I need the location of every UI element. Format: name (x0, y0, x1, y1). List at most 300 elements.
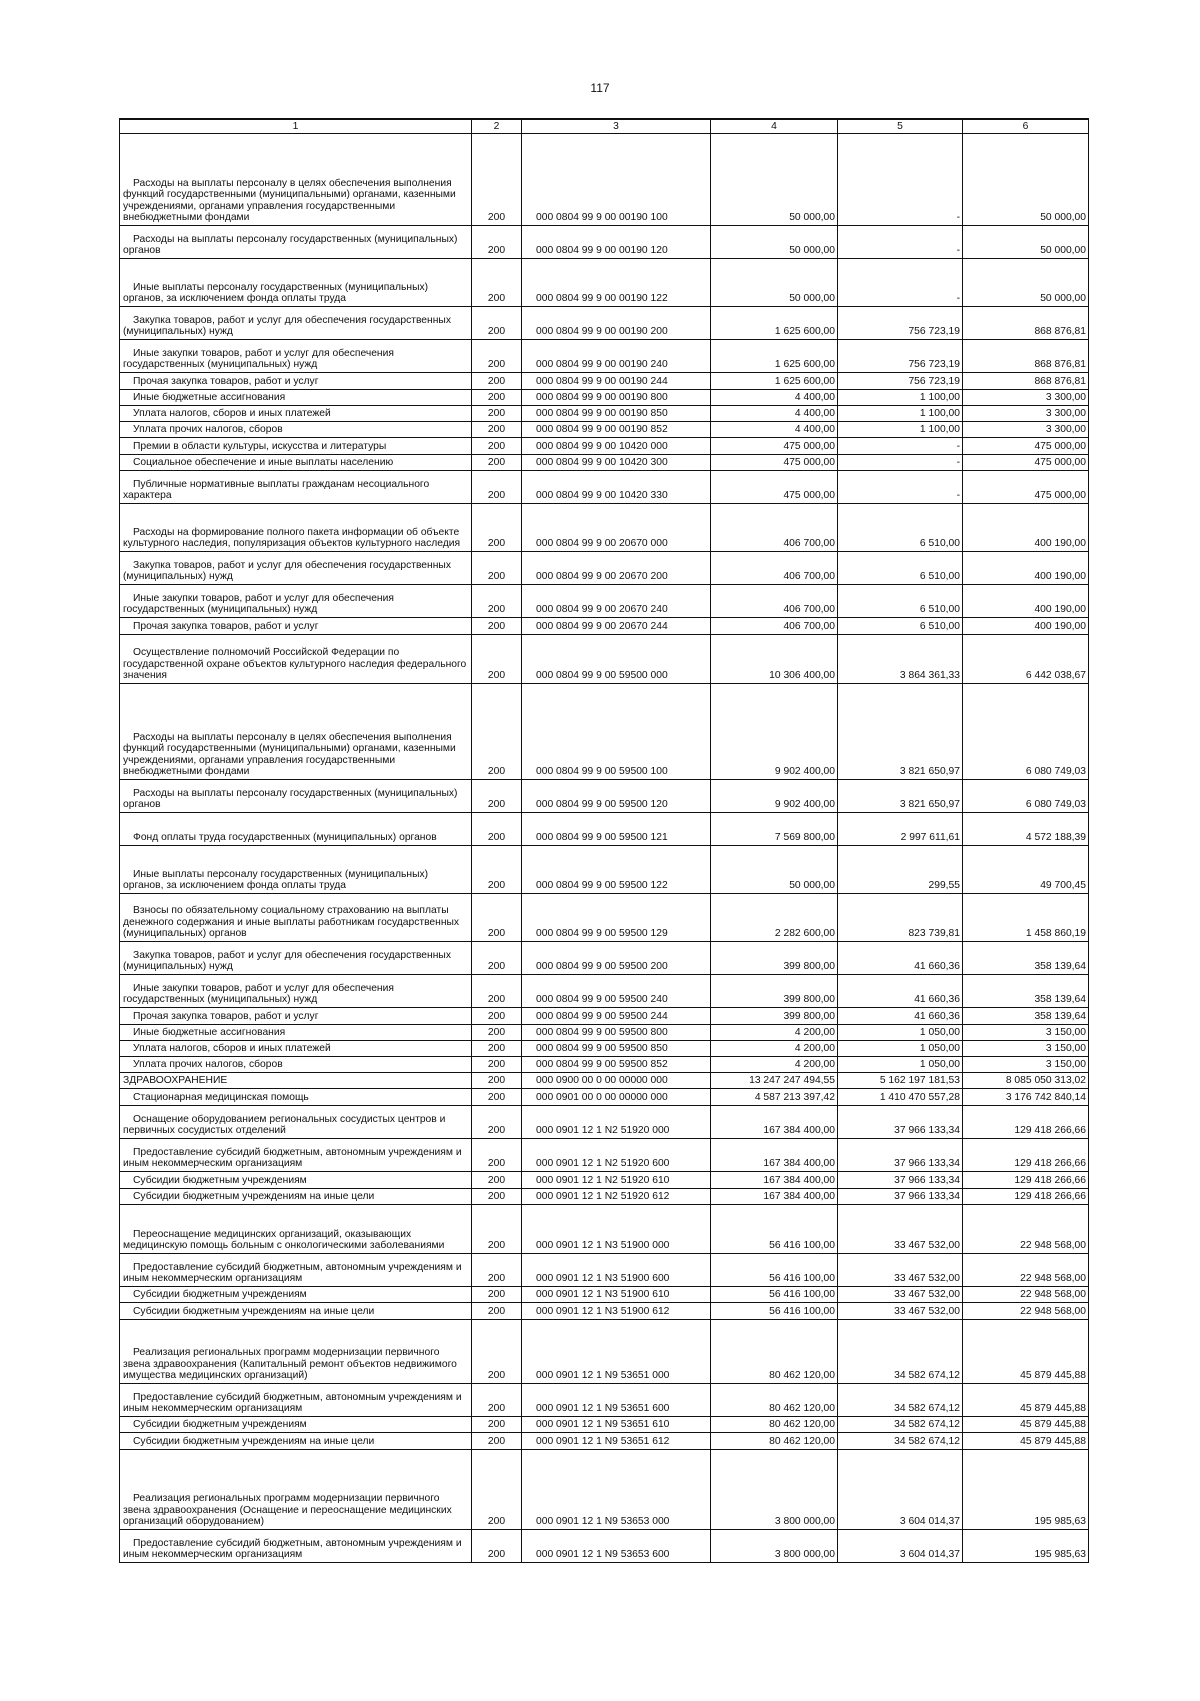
cell-column-6: 1 458 860,19 (963, 894, 1089, 942)
cell-column-6: 400 190,00 (963, 585, 1089, 618)
cell-column-4: 80 462 120,00 (711, 1384, 838, 1417)
cell-description: Субсидии бюджетным учреждениям на иные цели (120, 1189, 472, 1205)
cell-budget-code: 000 0804 99 9 00 59500 121 (522, 813, 711, 846)
cell-column-2: 200 (472, 1106, 522, 1139)
cell-column-4: 50 000,00 (711, 846, 838, 894)
cell-column-5: 33 467 532,00 (838, 1205, 963, 1254)
cell-column-6: 195 985,63 (963, 1530, 1089, 1563)
table-row (120, 1287, 1089, 1303)
cell-budget-code: 000 0804 99 9 00 20670 240 (522, 585, 711, 618)
cell-description: ЗДРАВООХРАНЕНИЕ (120, 1073, 472, 1089)
cell-budget-code: 000 0901 12 1 N3 51900 000 (522, 1205, 711, 1254)
cell-column-6: 129 418 266,66 (963, 1189, 1089, 1205)
cell-column-2: 200 (472, 585, 522, 618)
column-header-6: 6 (963, 119, 1089, 134)
cell-budget-code: 000 0804 99 9 00 10420 000 (522, 438, 711, 455)
cell-column-4: 3 800 000,00 (711, 1530, 838, 1563)
cell-column-4: 56 416 100,00 (711, 1287, 838, 1303)
cell-description: Расходы на выплаты персоналу в целях обеспечения выполнения функций государственными (муниципальными) органами, казенными учреждениями, органами управления государственными внебюджетными фондами (120, 134, 472, 226)
cell-column-6: 195 985,63 (963, 1450, 1089, 1530)
cell-column-5: 6 510,00 (838, 504, 963, 552)
cell-column-5: 1 100,00 (838, 422, 963, 438)
table-row (120, 1025, 1089, 1041)
cell-column-4: 50 000,00 (711, 134, 838, 226)
cell-column-6: 475 000,00 (963, 455, 1089, 471)
cell-column-5: 5 162 197 181,53 (838, 1073, 963, 1089)
cell-description: Фонд оплаты труда государственных (муниципальных) органов (120, 813, 472, 846)
cell-description: Закупка товаров, работ и услуг для обеспечения государственных (муниципальных) нужд (120, 942, 472, 975)
cell-column-6: 6 080 749,03 (963, 684, 1089, 780)
cell-budget-code: 000 0804 99 9 00 59500 120 (522, 780, 711, 813)
cell-column-6: 358 139,64 (963, 1008, 1089, 1025)
cell-column-6: 475 000,00 (963, 471, 1089, 504)
cell-column-5: 41 660,36 (838, 1008, 963, 1025)
cell-description: Социальное обеспечение и иные выплаты населению (120, 455, 472, 471)
table-row (120, 1205, 1089, 1254)
cell-column-5: 3 604 014,37 (838, 1450, 963, 1530)
cell-column-6: 358 139,64 (963, 975, 1089, 1008)
cell-budget-code: 000 0804 99 9 00 20670 000 (522, 504, 711, 552)
cell-budget-code: 000 0901 12 1 N9 53651 612 (522, 1433, 711, 1450)
table-row (120, 1041, 1089, 1057)
cell-column-5: - (838, 226, 963, 259)
column-header-3: 3 (522, 119, 711, 134)
cell-description: Уплата налогов, сборов и иных платежей (120, 1041, 472, 1057)
cell-column-2: 200 (472, 1384, 522, 1417)
table-row (120, 259, 1089, 307)
cell-column-5: - (838, 134, 963, 226)
table-row (120, 1057, 1089, 1073)
table-row (120, 1172, 1089, 1189)
table-row (120, 390, 1089, 406)
cell-column-5: 33 467 532,00 (838, 1303, 963, 1320)
cell-column-6: 3 150,00 (963, 1025, 1089, 1041)
cell-column-6: 45 879 445,88 (963, 1320, 1089, 1384)
cell-description: Субсидии бюджетным учреждениям (120, 1172, 472, 1189)
cell-column-4: 4 587 213 397,42 (711, 1089, 838, 1106)
cell-column-5: 37 966 133,34 (838, 1189, 963, 1205)
cell-column-4: 9 902 400,00 (711, 780, 838, 813)
cell-budget-code: 000 0901 12 1 N3 51900 610 (522, 1287, 711, 1303)
cell-column-6: 4 572 188,39 (963, 813, 1089, 846)
cell-column-6: 3 176 742 840,14 (963, 1089, 1089, 1106)
cell-column-5: 34 582 674,12 (838, 1384, 963, 1417)
cell-column-4: 56 416 100,00 (711, 1205, 838, 1254)
cell-column-6: 50 000,00 (963, 226, 1089, 259)
cell-budget-code: 000 0804 99 9 00 00190 852 (522, 422, 711, 438)
table-row (120, 552, 1089, 585)
cell-column-4: 80 462 120,00 (711, 1433, 838, 1450)
table-row (120, 1303, 1089, 1320)
cell-column-5: 37 966 133,34 (838, 1139, 963, 1172)
table-row (120, 894, 1089, 942)
cell-column-4: 4 400,00 (711, 390, 838, 406)
cell-budget-code: 000 0804 99 9 00 59500 122 (522, 846, 711, 894)
cell-column-5: 34 582 674,12 (838, 1417, 963, 1433)
cell-column-2: 200 (472, 307, 522, 340)
table-row (120, 471, 1089, 504)
cell-description: Предоставление субсидий бюджетным, автономным учреждениям и иным некоммерческим организациям (120, 1254, 472, 1287)
table-row (120, 422, 1089, 438)
cell-column-6: 3 300,00 (963, 422, 1089, 438)
cell-column-6: 868 876,81 (963, 373, 1089, 390)
cell-column-4: 167 384 400,00 (711, 1139, 838, 1172)
cell-column-4: 4 400,00 (711, 422, 838, 438)
cell-column-6: 3 150,00 (963, 1041, 1089, 1057)
cell-description: Расходы на выплаты персоналу государственных (муниципальных) органов (120, 780, 472, 813)
table-header (120, 119, 1089, 134)
cell-description: Прочая закупка товаров, работ и услуг (120, 1008, 472, 1025)
cell-description: Взносы по обязательному социальному страхованию на выплаты денежного содержания и иные выплаты работникам государственных (муниципальных) органов (120, 894, 472, 942)
table-row (120, 813, 1089, 846)
cell-column-6: 3 150,00 (963, 1057, 1089, 1073)
cell-column-4: 1 625 600,00 (711, 307, 838, 340)
cell-budget-code: 000 0901 12 1 N2 51920 000 (522, 1106, 711, 1139)
table-row (120, 1189, 1089, 1205)
cell-description: Иные бюджетные ассигнования (120, 1025, 472, 1041)
cell-description: Уплата прочих налогов, сборов (120, 1057, 472, 1073)
cell-column-2: 200 (472, 1189, 522, 1205)
cell-column-4: 406 700,00 (711, 585, 838, 618)
cell-budget-code: 000 0804 99 9 00 00190 850 (522, 406, 711, 422)
cell-column-5: 33 467 532,00 (838, 1287, 963, 1303)
table-row (120, 942, 1089, 975)
cell-column-6: 45 879 445,88 (963, 1433, 1089, 1450)
header-row (120, 119, 1089, 134)
cell-budget-code: 000 0901 12 1 N2 51920 612 (522, 1189, 711, 1205)
table-row (120, 1530, 1089, 1563)
page-number: 117 (590, 81, 610, 95)
cell-column-4: 4 200,00 (711, 1025, 838, 1041)
cell-column-2: 200 (472, 1041, 522, 1057)
cell-column-5: 1 410 470 557,28 (838, 1089, 963, 1106)
cell-column-4: 4 400,00 (711, 406, 838, 422)
cell-column-4: 475 000,00 (711, 438, 838, 455)
cell-column-4: 7 569 800,00 (711, 813, 838, 846)
cell-budget-code: 000 0901 12 1 N3 51900 600 (522, 1254, 711, 1287)
cell-column-4: 56 416 100,00 (711, 1303, 838, 1320)
cell-column-6: 3 300,00 (963, 406, 1089, 422)
cell-column-4: 399 800,00 (711, 1008, 838, 1025)
cell-column-6: 6 442 038,67 (963, 635, 1089, 684)
cell-column-6: 868 876,81 (963, 307, 1089, 340)
cell-column-5: 756 723,19 (838, 307, 963, 340)
cell-description: Реализация региональных программ модернизации первичного звена здравоохранения (Оснащение и переоснащение медицинских организаций оборудованием) (120, 1450, 472, 1530)
cell-column-5: 2 997 611,61 (838, 813, 963, 846)
cell-column-6: 22 948 568,00 (963, 1254, 1089, 1287)
table-row (120, 307, 1089, 340)
cell-description: Расходы на выплаты персоналу в целях обеспечения выполнения функций государственными (муниципальными) органами, казенными учреждениями, органами управления государственными внебюджетными фондами (120, 684, 472, 780)
cell-column-6: 400 190,00 (963, 504, 1089, 552)
cell-column-2: 200 (472, 1417, 522, 1433)
cell-column-2: 200 (472, 1433, 522, 1450)
cell-budget-code: 000 0901 12 1 N9 53651 000 (522, 1320, 711, 1384)
cell-column-4: 167 384 400,00 (711, 1172, 838, 1189)
table-row (120, 1433, 1089, 1450)
cell-description: Иные выплаты персоналу государственных (муниципальных) органов, за исключением фонда оплаты труда (120, 846, 472, 894)
cell-column-6: 22 948 568,00 (963, 1205, 1089, 1254)
cell-column-2: 200 (472, 1008, 522, 1025)
cell-column-5: 756 723,19 (838, 373, 963, 390)
cell-budget-code: 000 0804 99 9 00 59500 200 (522, 942, 711, 975)
cell-column-6: 129 418 266,66 (963, 1139, 1089, 1172)
cell-column-2: 200 (472, 1530, 522, 1563)
cell-description: Уплата прочих налогов, сборов (120, 422, 472, 438)
cell-budget-code: 000 0804 99 9 00 59500 244 (522, 1008, 711, 1025)
cell-column-4: 50 000,00 (711, 259, 838, 307)
cell-column-4: 4 200,00 (711, 1041, 838, 1057)
cell-description: Осуществление полномочий Российской Федерации по государственной охране объектов культурного наследия федерального значения (120, 635, 472, 684)
table-row (120, 1073, 1089, 1089)
cell-column-4: 406 700,00 (711, 618, 838, 635)
cell-column-4: 13 247 247 494,55 (711, 1073, 838, 1089)
cell-budget-code: 000 0804 99 9 00 59500 852 (522, 1057, 711, 1073)
cell-description: Иные бюджетные ассигнования (120, 390, 472, 406)
cell-budget-code: 000 0804 99 9 00 00190 244 (522, 373, 711, 390)
cell-column-5: 1 100,00 (838, 406, 963, 422)
cell-budget-code: 000 0804 99 9 00 59500 850 (522, 1041, 711, 1057)
cell-column-6: 6 080 749,03 (963, 780, 1089, 813)
cell-column-2: 200 (472, 684, 522, 780)
cell-column-4: 3 800 000,00 (711, 1450, 838, 1530)
cell-column-6: 3 300,00 (963, 390, 1089, 406)
cell-column-4: 4 200,00 (711, 1057, 838, 1073)
cell-column-4: 1 625 600,00 (711, 340, 838, 373)
cell-column-2: 200 (472, 1025, 522, 1041)
cell-budget-code: 000 0804 99 9 00 00190 200 (522, 307, 711, 340)
cell-column-4: 399 800,00 (711, 942, 838, 975)
cell-description: Предоставление субсидий бюджетным, автономным учреждениям и иным некоммерческим организациям (120, 1530, 472, 1563)
cell-column-4: 406 700,00 (711, 504, 838, 552)
column-header-2: 2 (472, 119, 522, 134)
cell-description: Иные закупки товаров, работ и услуг для обеспечения государственных (муниципальных) нужд (120, 585, 472, 618)
cell-column-5: - (838, 455, 963, 471)
cell-budget-code: 000 0804 99 9 00 00190 122 (522, 259, 711, 307)
table-row (120, 975, 1089, 1008)
cell-description: Расходы на формирование полного пакета информации об объекте культурного наследия, популяризация объектов культурного наследия (120, 504, 472, 552)
table-row (120, 438, 1089, 455)
cell-column-5: 3 821 650,97 (838, 684, 963, 780)
cell-column-2: 200 (472, 846, 522, 894)
cell-budget-code: 000 0804 99 9 00 00190 120 (522, 226, 711, 259)
cell-column-4: 56 416 100,00 (711, 1254, 838, 1287)
cell-column-2: 200 (472, 1073, 522, 1089)
cell-description: Реализация региональных программ модернизации первичного звена здравоохранения (Капитальный ремонт объектов недвижимого имущества медицинских организаций) (120, 1320, 472, 1384)
cell-column-6: 868 876,81 (963, 340, 1089, 373)
cell-column-2: 200 (472, 406, 522, 422)
table-row (120, 1008, 1089, 1025)
cell-budget-code: 000 0901 12 1 N2 51920 610 (522, 1172, 711, 1189)
table-body (120, 134, 1089, 1563)
cell-column-2: 200 (472, 618, 522, 635)
cell-column-5: 37 966 133,34 (838, 1106, 963, 1139)
cell-column-5: 41 660,36 (838, 975, 963, 1008)
cell-budget-code: 000 0804 99 9 00 59500 240 (522, 975, 711, 1008)
cell-budget-code: 000 0901 12 1 N2 51920 600 (522, 1139, 711, 1172)
cell-column-2: 200 (472, 373, 522, 390)
cell-column-2: 200 (472, 1320, 522, 1384)
cell-description: Иные закупки товаров, работ и услуг для обеспечения государственных (муниципальных) нужд (120, 340, 472, 373)
column-header-4: 4 (711, 119, 838, 134)
cell-column-6: 22 948 568,00 (963, 1303, 1089, 1320)
cell-budget-code: 000 0901 12 1 N9 53653 600 (522, 1530, 711, 1563)
cell-description: Стационарная медицинская помощь (120, 1089, 472, 1106)
cell-description: Переоснащение медицинских организаций, оказывающих медицинскую помощь больным с онкологическими заболеваниями (120, 1205, 472, 1254)
cell-budget-code: 000 0804 99 9 00 10420 300 (522, 455, 711, 471)
cell-column-4: 399 800,00 (711, 975, 838, 1008)
cell-column-5: 34 582 674,12 (838, 1320, 963, 1384)
cell-column-5: 41 660,36 (838, 942, 963, 975)
table-row (120, 618, 1089, 635)
cell-description: Оснащение оборудованием региональных сосудистых центров и первичных сосудистых отделений (120, 1106, 472, 1139)
cell-column-4: 406 700,00 (711, 552, 838, 585)
cell-column-6: 8 085 050 313,02 (963, 1073, 1089, 1089)
cell-column-4: 50 000,00 (711, 226, 838, 259)
cell-description: Закупка товаров, работ и услуг для обеспечения государственных (муниципальных) нужд (120, 552, 472, 585)
cell-column-6: 49 700,45 (963, 846, 1089, 894)
table-row (120, 585, 1089, 618)
cell-column-2: 200 (472, 1205, 522, 1254)
cell-budget-code: 000 0901 12 1 N9 53651 610 (522, 1417, 711, 1433)
cell-column-5: 823 739,81 (838, 894, 963, 942)
cell-column-5: 6 510,00 (838, 552, 963, 585)
cell-column-5: 3 604 014,37 (838, 1530, 963, 1563)
cell-description: Иные закупки товаров, работ и услуг для обеспечения государственных (муниципальных) нужд (120, 975, 472, 1008)
cell-description: Субсидии бюджетным учреждениям на иные цели (120, 1303, 472, 1320)
cell-budget-code: 000 0804 99 9 00 00190 800 (522, 390, 711, 406)
cell-column-2: 200 (472, 1057, 522, 1073)
cell-column-2: 200 (472, 1450, 522, 1530)
cell-description: Публичные нормативные выплаты гражданам несоциального характера (120, 471, 472, 504)
cell-description: Уплата налогов, сборов и иных платежей (120, 406, 472, 422)
column-header-1: 1 (120, 119, 472, 134)
cell-column-2: 200 (472, 1089, 522, 1106)
cell-column-5: 1 050,00 (838, 1025, 963, 1041)
table-row (120, 1139, 1089, 1172)
cell-column-2: 200 (472, 1287, 522, 1303)
cell-budget-code: 000 0901 12 1 N3 51900 612 (522, 1303, 711, 1320)
cell-column-4: 475 000,00 (711, 455, 838, 471)
cell-column-2: 200 (472, 422, 522, 438)
table-row (120, 1089, 1089, 1106)
cell-column-6: 129 418 266,66 (963, 1106, 1089, 1139)
cell-column-2: 200 (472, 438, 522, 455)
cell-budget-code: 000 0901 00 0 00 00000 000 (522, 1089, 711, 1106)
column-header-5: 5 (838, 119, 963, 134)
cell-budget-code: 000 0804 99 9 00 59500 100 (522, 684, 711, 780)
cell-budget-code: 000 0901 12 1 N9 53651 600 (522, 1384, 711, 1417)
cell-column-2: 200 (472, 471, 522, 504)
table-row (120, 846, 1089, 894)
cell-column-5: 33 467 532,00 (838, 1254, 963, 1287)
cell-column-6: 22 948 568,00 (963, 1287, 1089, 1303)
table-row (120, 373, 1089, 390)
cell-column-2: 200 (472, 635, 522, 684)
table-row (120, 340, 1089, 373)
cell-description: Субсидии бюджетным учреждениям (120, 1417, 472, 1433)
cell-column-4: 80 462 120,00 (711, 1417, 838, 1433)
cell-description: Расходы на выплаты персоналу государственных (муниципальных) органов (120, 226, 472, 259)
cell-column-6: 400 190,00 (963, 618, 1089, 635)
cell-description: Предоставление субсидий бюджетным, автономным учреждениям и иным некоммерческим организациям (120, 1384, 472, 1417)
table-row (120, 1320, 1089, 1384)
cell-column-5: 299,55 (838, 846, 963, 894)
cell-budget-code: 000 0804 99 9 00 20670 200 (522, 552, 711, 585)
cell-column-5: 1 050,00 (838, 1057, 963, 1073)
cell-column-5: 6 510,00 (838, 618, 963, 635)
cell-column-2: 200 (472, 1172, 522, 1189)
cell-column-2: 200 (472, 226, 522, 259)
cell-column-2: 200 (472, 1303, 522, 1320)
cell-column-5: 6 510,00 (838, 585, 963, 618)
table-row (120, 134, 1089, 226)
cell-column-6: 475 000,00 (963, 438, 1089, 455)
cell-budget-code: 000 0900 00 0 00 00000 000 (522, 1073, 711, 1089)
cell-column-4: 2 282 600,00 (711, 894, 838, 942)
cell-budget-code: 000 0901 12 1 N9 53653 000 (522, 1450, 711, 1530)
table-row (120, 1417, 1089, 1433)
cell-column-4: 80 462 120,00 (711, 1320, 838, 1384)
cell-column-6: 129 418 266,66 (963, 1172, 1089, 1189)
table-row (120, 406, 1089, 422)
cell-column-5: 756 723,19 (838, 340, 963, 373)
table-row (120, 1254, 1089, 1287)
cell-column-4: 475 000,00 (711, 471, 838, 504)
table-row (120, 1106, 1089, 1139)
cell-description: Прочая закупка товаров, работ и услуг (120, 618, 472, 635)
cell-column-2: 200 (472, 975, 522, 1008)
cell-budget-code: 000 0804 99 9 00 10420 330 (522, 471, 711, 504)
cell-column-4: 9 902 400,00 (711, 684, 838, 780)
cell-description: Субсидии бюджетным учреждениям (120, 1287, 472, 1303)
table-row (120, 684, 1089, 780)
cell-column-5: 3 821 650,97 (838, 780, 963, 813)
cell-column-5: 34 582 674,12 (838, 1433, 963, 1450)
table-row (120, 1450, 1089, 1530)
cell-description: Прочая закупка товаров, работ и услуг (120, 373, 472, 390)
cell-description: Закупка товаров, работ и услуг для обеспечения государственных (муниципальных) нужд (120, 307, 472, 340)
cell-column-2: 200 (472, 390, 522, 406)
cell-column-4: 167 384 400,00 (711, 1189, 838, 1205)
cell-budget-code: 000 0804 99 9 00 59500 000 (522, 635, 711, 684)
cell-column-2: 200 (472, 259, 522, 307)
cell-column-6: 45 879 445,88 (963, 1384, 1089, 1417)
table-row (120, 635, 1089, 684)
cell-budget-code: 000 0804 99 9 00 00190 240 (522, 340, 711, 373)
cell-column-2: 200 (472, 552, 522, 585)
table-row (120, 504, 1089, 552)
cell-column-2: 200 (472, 134, 522, 226)
cell-description: Предоставление субсидий бюджетным, автономным учреждениям и иным некоммерческим организациям (120, 1139, 472, 1172)
table-row (120, 226, 1089, 259)
cell-column-5: 1 100,00 (838, 390, 963, 406)
cell-column-2: 200 (472, 1139, 522, 1172)
cell-column-5: 37 966 133,34 (838, 1172, 963, 1189)
cell-column-2: 200 (472, 1254, 522, 1287)
cell-column-5: - (838, 259, 963, 307)
cell-column-4: 1 625 600,00 (711, 373, 838, 390)
cell-column-6: 400 190,00 (963, 552, 1089, 585)
cell-budget-code: 000 0804 99 9 00 59500 800 (522, 1025, 711, 1041)
cell-budget-code: 000 0804 99 9 00 59500 129 (522, 894, 711, 942)
cell-column-4: 10 306 400,00 (711, 635, 838, 684)
cell-column-2: 200 (472, 340, 522, 373)
cell-column-2: 200 (472, 504, 522, 552)
cell-column-2: 200 (472, 942, 522, 975)
cell-description: Премии в области культуры, искусства и литературы (120, 438, 472, 455)
budget-table (119, 118, 1089, 1563)
cell-column-2: 200 (472, 780, 522, 813)
